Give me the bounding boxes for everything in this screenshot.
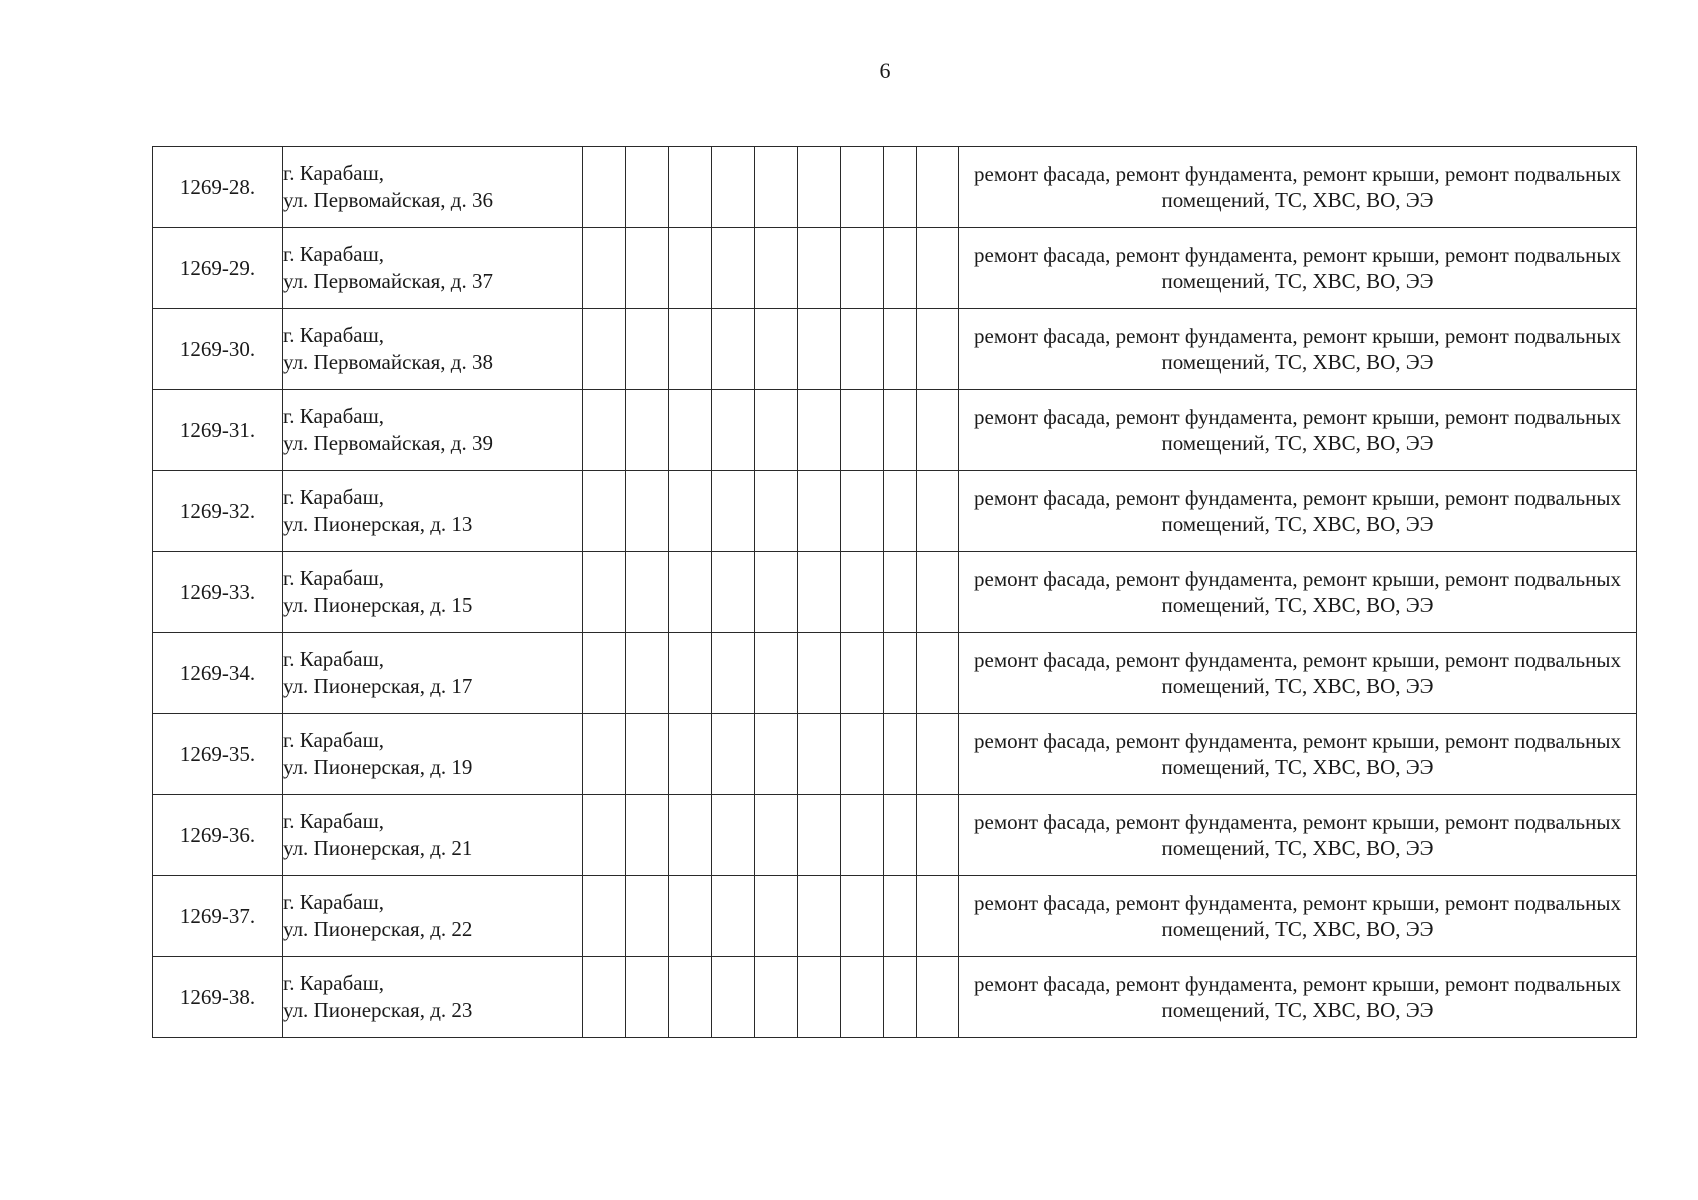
address-street: ул. Первомайская, д. 37 xyxy=(283,269,493,293)
address-street: ул. Пионерская, д. 17 xyxy=(283,674,473,698)
address-cell xyxy=(283,633,583,714)
empty-cell xyxy=(626,552,669,633)
empty-cell xyxy=(841,714,884,795)
empty-cell xyxy=(626,633,669,714)
empty-cell xyxy=(669,876,712,957)
empty-cell xyxy=(841,552,884,633)
empty-cell xyxy=(626,714,669,795)
empty-cell xyxy=(917,714,959,795)
empty-cell xyxy=(884,390,917,471)
page-number: 6 xyxy=(879,58,891,83)
row-number: 1269-34. xyxy=(153,633,283,714)
empty-cell xyxy=(583,309,626,390)
address-city: г. Карабаш, xyxy=(283,647,385,671)
address-street: ул. Первомайская, д. 38 xyxy=(283,350,493,374)
empty-cell xyxy=(917,957,959,1038)
empty-cell xyxy=(841,228,884,309)
empty-cell xyxy=(841,147,884,228)
works-cell: ремонт фасада, ремонт фундамента, ремонт крыши, ремонт подвальных помещений, ТС, ХВС, ВО, ЭЭ xyxy=(959,714,1637,795)
address-street: ул. Пионерская, д. 19 xyxy=(283,755,473,779)
empty-cell xyxy=(669,309,712,390)
empty-cell xyxy=(669,471,712,552)
table-row xyxy=(153,957,1637,1038)
address-street: ул. Пионерская, д. 21 xyxy=(283,836,473,860)
table-body xyxy=(153,147,1637,1038)
address-cell xyxy=(283,471,583,552)
address-city: г. Карабаш, xyxy=(283,242,385,266)
table-row xyxy=(153,795,1637,876)
empty-cell xyxy=(583,633,626,714)
empty-cell xyxy=(626,876,669,957)
works-cell: ремонт фасада, ремонт фундамента, ремонт крыши, ремонт подвальных помещений, ТС, ХВС, ВО, ЭЭ xyxy=(959,795,1637,876)
works-cell: ремонт фасада, ремонт фундамента, ремонт крыши, ремонт подвальных помещений, ТС, ХВС, ВО, ЭЭ xyxy=(959,471,1637,552)
empty-cell xyxy=(841,876,884,957)
empty-cell xyxy=(712,228,755,309)
empty-cell xyxy=(917,552,959,633)
empty-cell xyxy=(917,876,959,957)
empty-cell xyxy=(712,795,755,876)
table-row xyxy=(153,633,1637,714)
table-row xyxy=(153,552,1637,633)
row-number: 1269-33. xyxy=(153,552,283,633)
empty-cell xyxy=(798,714,841,795)
empty-cell xyxy=(755,957,798,1038)
empty-cell xyxy=(755,876,798,957)
empty-cell xyxy=(712,552,755,633)
empty-cell xyxy=(583,714,626,795)
address-cell xyxy=(283,228,583,309)
empty-cell xyxy=(884,957,917,1038)
empty-cell xyxy=(755,633,798,714)
address-city: г. Карабаш, xyxy=(283,566,385,590)
address-cell xyxy=(283,390,583,471)
address-city: г. Карабаш, xyxy=(283,323,385,347)
empty-cell xyxy=(917,795,959,876)
address-city: г. Карабаш, xyxy=(283,404,385,428)
empty-cell xyxy=(841,309,884,390)
empty-cell xyxy=(798,309,841,390)
empty-cell xyxy=(755,471,798,552)
empty-cell xyxy=(669,795,712,876)
empty-cell xyxy=(884,147,917,228)
empty-cell xyxy=(712,714,755,795)
empty-cell xyxy=(755,228,798,309)
address-street: ул. Пионерская, д. 22 xyxy=(283,917,473,941)
empty-cell xyxy=(917,390,959,471)
address-street: ул. Пионерская, д. 13 xyxy=(283,512,473,536)
address-city: г. Карабаш, xyxy=(283,485,385,509)
empty-cell xyxy=(669,714,712,795)
empty-cell xyxy=(669,390,712,471)
empty-cell xyxy=(841,957,884,1038)
table-row xyxy=(153,471,1637,552)
works-cell: ремонт фасада, ремонт фундамента, ремонт крыши, ремонт подвальных помещений, ТС, ХВС, ВО, ЭЭ xyxy=(959,147,1637,228)
address-city: г. Карабаш, xyxy=(283,971,385,995)
address-cell xyxy=(283,957,583,1038)
empty-cell xyxy=(583,876,626,957)
address-street: ул. Первомайская, д. 36 xyxy=(283,188,493,212)
address-city: г. Карабаш, xyxy=(283,809,385,833)
empty-cell xyxy=(798,957,841,1038)
empty-cell xyxy=(669,228,712,309)
empty-cell xyxy=(917,147,959,228)
row-number: 1269-35. xyxy=(153,714,283,795)
address-street: ул. Пионерская, д. 23 xyxy=(283,998,473,1022)
empty-cell xyxy=(917,633,959,714)
empty-cell xyxy=(669,633,712,714)
empty-cell xyxy=(798,228,841,309)
row-number: 1269-29. xyxy=(153,228,283,309)
row-number: 1269-37. xyxy=(153,876,283,957)
empty-cell xyxy=(884,714,917,795)
empty-cell xyxy=(712,957,755,1038)
empty-cell xyxy=(755,552,798,633)
address-cell xyxy=(283,147,583,228)
address-city: г. Карабаш, xyxy=(283,728,385,752)
works-cell: ремонт фасада, ремонт фундамента, ремонт крыши, ремонт подвальных помещений, ТС, ХВС, ВО, ЭЭ xyxy=(959,957,1637,1038)
empty-cell xyxy=(884,471,917,552)
row-number: 1269-32. xyxy=(153,471,283,552)
works-cell: ремонт фасада, ремонт фундамента, ремонт крыши, ремонт подвальных помещений, ТС, ХВС, ВО, ЭЭ xyxy=(959,309,1637,390)
empty-cell xyxy=(583,228,626,309)
empty-cell xyxy=(712,876,755,957)
empty-cell xyxy=(755,390,798,471)
table-row xyxy=(153,390,1637,471)
empty-cell xyxy=(798,633,841,714)
empty-cell xyxy=(626,309,669,390)
address-city: г. Карабаш, xyxy=(283,890,385,914)
empty-cell xyxy=(712,309,755,390)
empty-cell xyxy=(626,471,669,552)
row-number: 1269-28. xyxy=(153,147,283,228)
empty-cell xyxy=(583,471,626,552)
registry-table xyxy=(152,146,1637,1038)
empty-cell xyxy=(841,471,884,552)
empty-cell xyxy=(626,228,669,309)
empty-cell xyxy=(755,309,798,390)
empty-cell xyxy=(884,228,917,309)
address-street: ул. Пионерская, д. 15 xyxy=(283,593,473,617)
empty-cell xyxy=(841,795,884,876)
empty-cell xyxy=(583,957,626,1038)
works-cell: ремонт фасада, ремонт фундамента, ремонт крыши, ремонт подвальных помещений, ТС, ХВС, ВО, ЭЭ xyxy=(959,228,1637,309)
empty-cell xyxy=(884,309,917,390)
works-cell: ремонт фасада, ремонт фундамента, ремонт крыши, ремонт подвальных помещений, ТС, ХВС, ВО, ЭЭ xyxy=(959,633,1637,714)
address-city: г. Карабаш, xyxy=(283,161,385,185)
table-row xyxy=(153,876,1637,957)
empty-cell xyxy=(917,471,959,552)
empty-cell xyxy=(798,390,841,471)
empty-cell xyxy=(755,714,798,795)
empty-cell xyxy=(884,876,917,957)
empty-cell xyxy=(669,552,712,633)
empty-cell xyxy=(669,957,712,1038)
empty-cell xyxy=(884,795,917,876)
empty-cell xyxy=(626,795,669,876)
empty-cell xyxy=(583,390,626,471)
row-number: 1269-31. xyxy=(153,390,283,471)
empty-cell xyxy=(884,633,917,714)
empty-cell xyxy=(798,147,841,228)
empty-cell xyxy=(841,633,884,714)
empty-cell xyxy=(583,147,626,228)
empty-cell xyxy=(712,633,755,714)
empty-cell xyxy=(626,147,669,228)
table-row xyxy=(153,714,1637,795)
row-number: 1269-38. xyxy=(153,957,283,1038)
address-cell xyxy=(283,552,583,633)
empty-cell xyxy=(798,471,841,552)
empty-cell xyxy=(917,309,959,390)
empty-cell xyxy=(798,795,841,876)
works-cell: ремонт фасада, ремонт фундамента, ремонт крыши, ремонт подвальных помещений, ТС, ХВС, ВО, ЭЭ xyxy=(959,552,1637,633)
address-street: ул. Первомайская, д. 39 xyxy=(283,431,493,455)
empty-cell xyxy=(884,552,917,633)
empty-cell xyxy=(712,471,755,552)
empty-cell xyxy=(841,390,884,471)
address-cell xyxy=(283,714,583,795)
address-cell xyxy=(283,876,583,957)
row-number: 1269-36. xyxy=(153,795,283,876)
empty-cell xyxy=(917,228,959,309)
empty-cell xyxy=(583,795,626,876)
works-cell: ремонт фасада, ремонт фундамента, ремонт крыши, ремонт подвальных помещений, ТС, ХВС, ВО, ЭЭ xyxy=(959,390,1637,471)
address-cell xyxy=(283,795,583,876)
empty-cell xyxy=(626,957,669,1038)
empty-cell xyxy=(669,147,712,228)
table-row xyxy=(153,228,1637,309)
empty-cell xyxy=(798,876,841,957)
empty-cell xyxy=(626,390,669,471)
empty-cell xyxy=(755,795,798,876)
table-row xyxy=(153,309,1637,390)
address-cell xyxy=(283,309,583,390)
works-cell: ремонт фасада, ремонт фундамента, ремонт крыши, ремонт подвальных помещений, ТС, ХВС, ВО, ЭЭ xyxy=(959,876,1637,957)
empty-cell xyxy=(583,552,626,633)
empty-cell xyxy=(712,147,755,228)
empty-cell xyxy=(712,390,755,471)
empty-cell xyxy=(798,552,841,633)
row-number: 1269-30. xyxy=(153,309,283,390)
empty-cell xyxy=(755,147,798,228)
table-row xyxy=(153,147,1637,228)
